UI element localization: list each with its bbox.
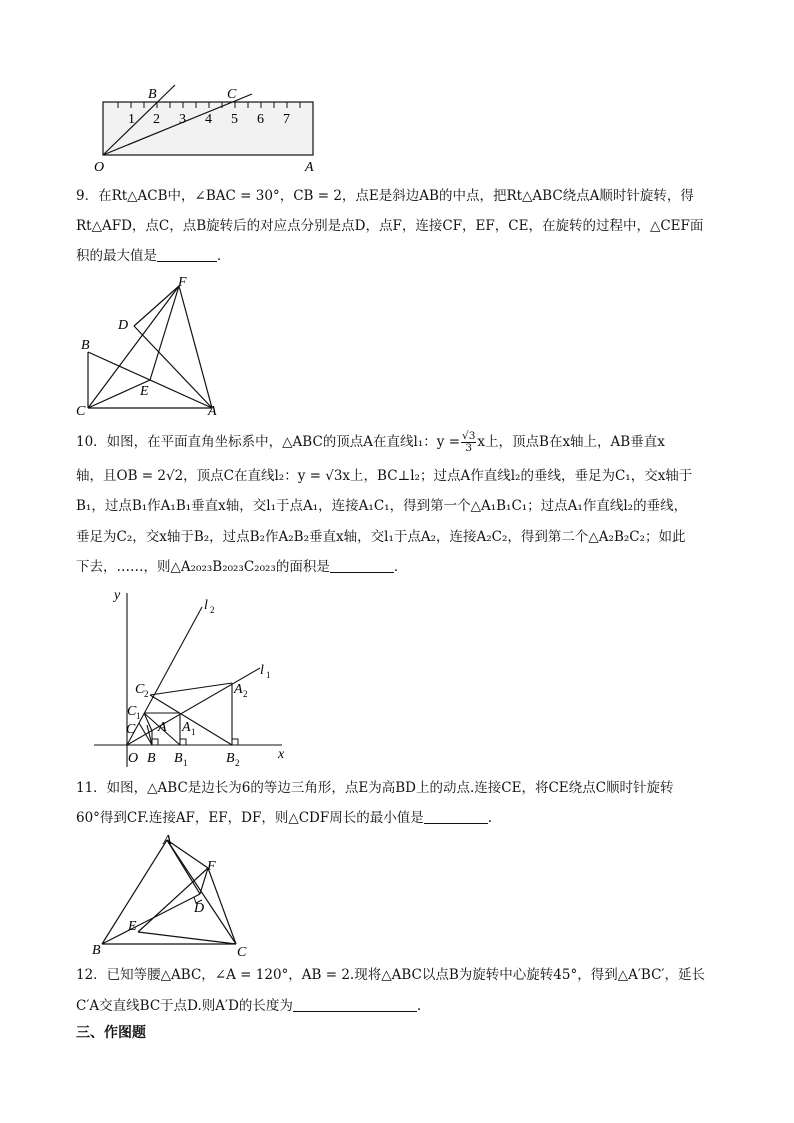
q11-line2-text: 60°得到CF.连接AF，EF，DF，则△CDF周长的最小值是 (76, 810, 424, 826)
label-C: C (227, 87, 237, 102)
q12-line2-end: . (416, 998, 422, 1014)
label-x: x (278, 747, 285, 762)
label-y: y (114, 588, 121, 603)
label-O: O (128, 751, 139, 766)
label-D: D (194, 901, 205, 916)
q10-fraction (461, 431, 476, 454)
label-l2-sub: 2 (210, 605, 215, 615)
q11-line2-end: . (487, 810, 493, 826)
label-B2-sub: 2 (235, 758, 240, 768)
label-C: C (237, 945, 247, 957)
label-F: F (207, 859, 216, 874)
q11-line2 (76, 808, 492, 828)
label-C: C (126, 722, 136, 737)
triangle-figure-q11 (90, 832, 260, 957)
ruler-number-6: 6 (257, 112, 264, 127)
q11-answer-blank (424, 809, 488, 824)
q12-line1: 12．已知等腰△ABC，∠A = 120°，AB = 2.现将△ABC以点B为旋转中心旋转45°，得到△A′BC′，延长 (76, 967, 705, 983)
label-B1: B (174, 751, 183, 766)
q10-line5-end: ． (393, 559, 408, 575)
q9-line1: 9．在Rt△ACB中，∠BAC = 30°，CB = 2，点E是斜边AB的中点，把Rt△ABC绕点A顺时针旋转，得 (76, 188, 694, 204)
ruler-figure (90, 80, 330, 175)
q10-line5 (76, 557, 407, 577)
q10-line1b: x上，顶点B在x轴上，AB垂直x (477, 434, 665, 450)
q10-line3: B₁，过点B₁作A₁B₁垂直x轴，交l₁于点A₁，连接A₁C₁，得到第一个△A₁B₁C₁；过点A₁作直线l₂的垂线， (76, 498, 688, 514)
label-E: E (128, 919, 137, 934)
label-A: A (158, 720, 167, 735)
label-B: B (147, 751, 156, 766)
label-E: E (140, 384, 149, 399)
label-C1: C (127, 704, 137, 719)
ruler-number-4: 4 (205, 112, 212, 127)
q9-line3-end: ． (217, 248, 231, 264)
label-A2: A (234, 682, 243, 697)
label-C2-sub: 2 (144, 689, 149, 699)
label-B: B (81, 338, 90, 353)
label-B: B (148, 87, 157, 102)
q9-answer-blank (157, 247, 217, 262)
label-l2: l (204, 598, 208, 613)
q10-fraction-numerator: √3 (462, 430, 476, 442)
label-C1-sub: 1 (136, 711, 141, 721)
label-C: C (76, 404, 86, 419)
ruler-body (103, 102, 313, 155)
label-l1-sub: 1 (266, 670, 271, 680)
label-A: A (208, 404, 217, 419)
ruler-number-2: 2 (153, 112, 160, 127)
q10-fraction-denominator: 3 (465, 442, 473, 454)
label-O: O (94, 160, 105, 175)
q9-line3 (76, 246, 231, 266)
label-A: A (163, 833, 172, 848)
q10-line4: 垂足为C₂，交x轴于B₂，过点B₂作A₂B₂垂直x轴，交l₁于点A₂，连接A₂C₂，得到第二个△A₂B₂C₂；如此 (76, 529, 686, 545)
ruler-number-5: 5 (231, 112, 238, 127)
coordinate-figure-q10 (92, 585, 302, 770)
triangle-figure-q9 (74, 272, 224, 420)
q10-line1 (76, 431, 665, 454)
label-B2: B (226, 751, 235, 766)
ruler-number-7: 7 (283, 112, 290, 127)
label-A1-sub: 1 (191, 727, 196, 737)
q10-line1a: 10．如图，在平面直角坐标系中，△ABC的顶点A在直线l₁：y = (76, 434, 461, 450)
q9-line3-text: 积的最大值是 (76, 248, 157, 264)
ruler-number-1: 1 (128, 112, 135, 127)
q9-line2: Rt△AFD，点C，点B旋转后的对应点分别是点D，点F，连接CF，EF，CE，在旋转的过程中，△CEF面 (76, 218, 704, 234)
q12-answer-blank (293, 997, 417, 1012)
label-F: F (178, 275, 187, 290)
q10-answer-blank (330, 558, 394, 573)
label-D: D (118, 318, 129, 333)
label-A: A (305, 160, 314, 175)
label-B1-sub: 1 (183, 758, 188, 768)
section-heading: 三、作图题 (76, 1025, 146, 1041)
label-A1: A (182, 720, 191, 735)
ruler-number-3: 3 (179, 112, 186, 127)
q10-line5-text: 下去，……，则△A₂₀₂₃B₂₀₂₃C₂₀₂₃的面积是 (76, 559, 330, 575)
label-l1: l (260, 663, 264, 678)
q12-line2 (76, 996, 421, 1016)
q11-line1: 11．如图，△ABC是边长为6的等边三角形，点E为高BD上的动点.连接CE，将CE绕点C顺时针旋转 (76, 780, 674, 796)
q10-line2: 轴，且OB = 2√2，顶点C在直线l₂：y = √3x上，BC⊥l₂；过点A作直线l₂的垂线，垂足为C₁，交x轴于 (76, 468, 693, 484)
label-B: B (92, 943, 101, 957)
q12-line2-text: C′A交直线BC于点D.则A′D的长度为 (76, 998, 293, 1014)
label-A2-sub: 2 (243, 689, 248, 699)
label-C2: C (135, 682, 145, 697)
